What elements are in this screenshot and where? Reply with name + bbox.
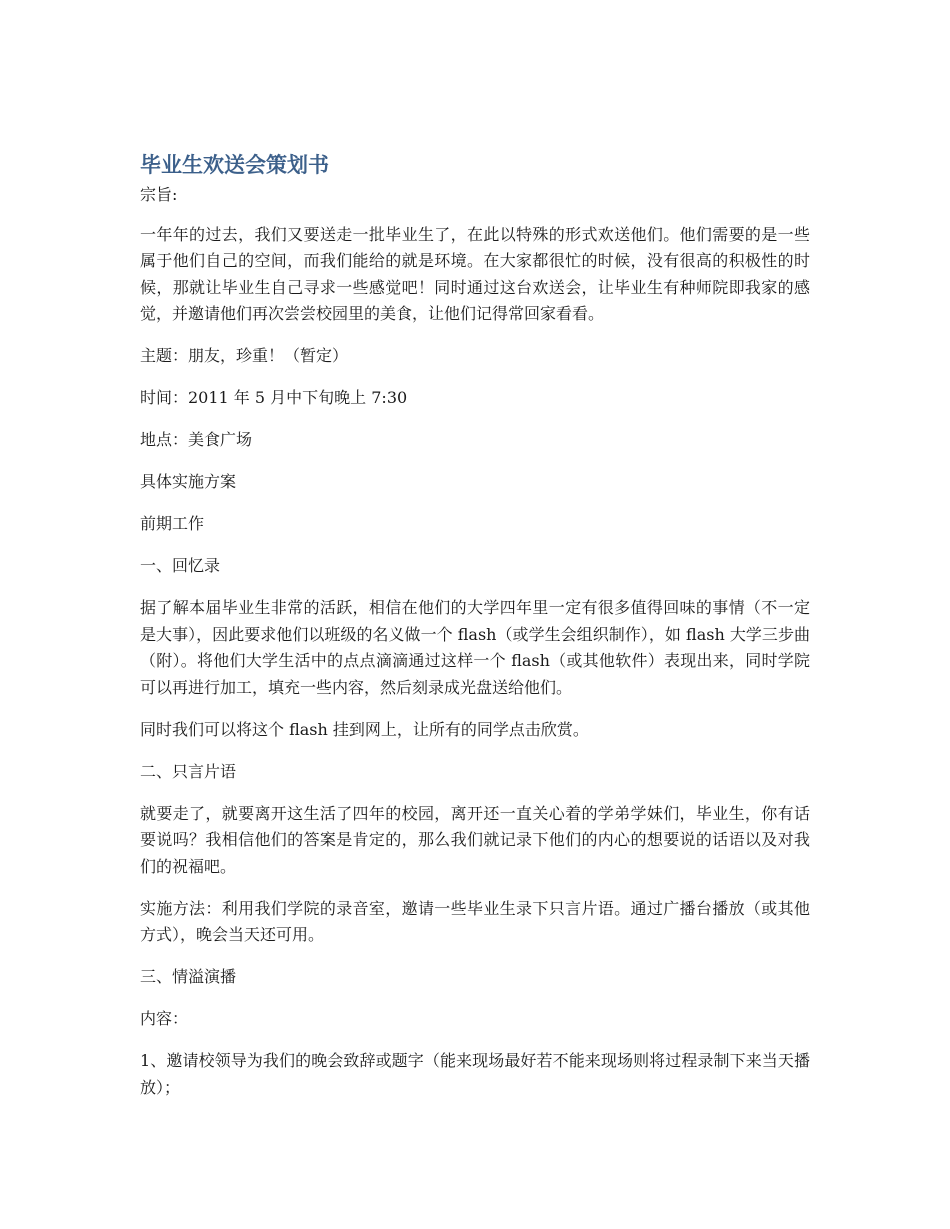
messages-paragraph: 就要走了，就要离开这生活了四年的校园，离开还一直关心着的学弟学妹们，毕业生，你有话要说吗？我相信他们的答案是肯定的，那么我们就记录下他们的内心的想要说的话语以及对我们的祝福吧。 [140, 803, 810, 876]
document-title: 毕业生欢送会策划书 [140, 153, 329, 177]
plan-heading: 具体实施方案 [140, 472, 237, 491]
theme-line: 主题：朋友，珍重！（暂定） [140, 346, 349, 365]
memoir-paragraph: 据了解本届毕业生非常的活跃，相信在他们的大学四年里一定有很多值得回味的事情（不一定是大事），因此要求他们以班级的名义做一个 flash（或学生会组织制作），如 flash 大学三步曲（附）。将他们大学生活中的点点滴滴通过这样一个 flash（或其他软件）表现出来，同时学院可以再进行加工，填充一些内容，然后刻录成光盘送给他们。 [140, 598, 810, 697]
section-performance-heading: 三、情溢演播 [140, 967, 237, 986]
content-item-1: 1、邀请校领导为我们的晚会致辞或题字（能来现场最好若不能来现场则将过程录制下来当天播放）； [140, 1051, 810, 1097]
purpose-heading: 宗旨: [140, 185, 178, 204]
content-heading: 内容： [140, 1009, 189, 1028]
messages-method-paragraph: 实施方法：利用我们学院的录音室，邀请一些毕业生录下只言片语。通过广播台播放（或其他方式），晚会当天还可用。 [140, 898, 810, 944]
section-messages-heading: 二、只言片语 [140, 761, 237, 781]
purpose-paragraph: 一年年的过去，我们又要送走一批毕业生了，在此以特殊的形式欢送他们。他们需要的是一些属于他们自己的空间，而我们能给的就是环境。在大家都很忙的时候，没有很高的积极性的时候，那就让毕业生自己寻求一些感觉吧！同时通过这台欢送会，让毕业生有种师院即我家的感觉，并邀请他们再次尝尝校园里的美食，让他们记得常回家看看。 [140, 224, 810, 323]
time-line: 时间：2011 年 5 月中下旬晚上 7:30 [140, 388, 408, 407]
preparation-heading: 前期工作 [140, 514, 205, 533]
document-page [140, 148, 810, 1117]
memoir-online-paragraph: 同时我们可以将这个 flash 挂到网上，让所有的同学点击欣赏。 [140, 719, 589, 739]
section-memoir-heading: 一、回忆录 [140, 556, 221, 575]
location-line: 地点：美食广场 [140, 430, 253, 449]
